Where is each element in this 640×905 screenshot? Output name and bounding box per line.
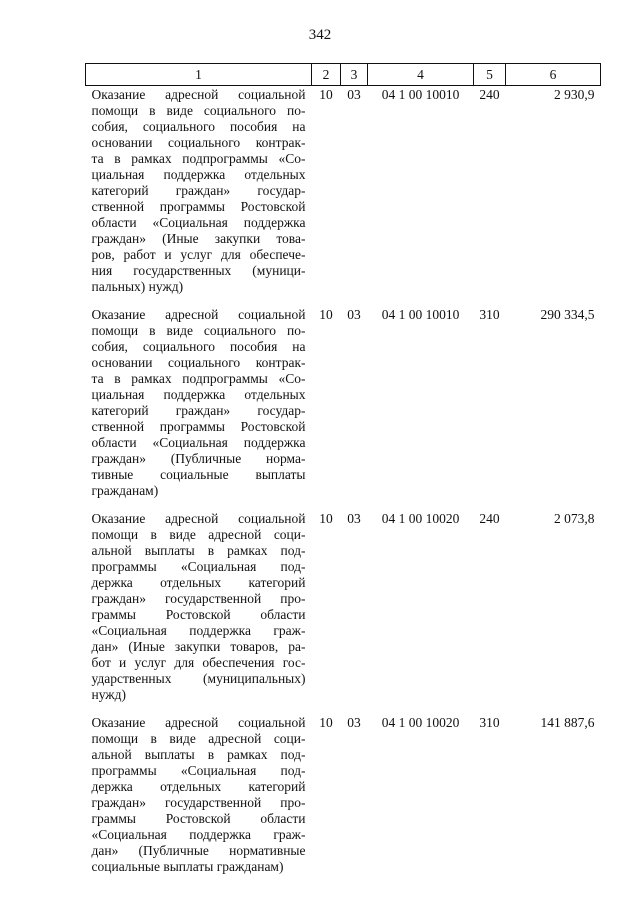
- description-line: основании социального контрак-: [91, 135, 306, 150]
- description-line: ния государственных (муници-: [91, 263, 306, 278]
- header-col-4: 4: [368, 64, 474, 86]
- description-line: области «Социальная поддержка: [91, 435, 306, 450]
- header-col-6: 6: [506, 64, 601, 86]
- table-row: [86, 714, 601, 886]
- description-line: Оказание адресной социальной: [91, 511, 306, 526]
- row-section: 10: [319, 715, 333, 730]
- description-line: Оказание адресной социальной: [91, 87, 306, 102]
- row-target-code: 04 1 00 10010: [381, 307, 460, 322]
- description-line: помощи в виде социального по-: [91, 103, 306, 118]
- header-col-3: 3: [341, 64, 368, 86]
- description-line: та в рамках подпрограммы «Со-: [91, 151, 306, 166]
- description-line: собия, социального пособия на: [91, 119, 306, 134]
- table-row: [86, 86, 601, 307]
- page-number: 342: [308, 27, 332, 43]
- row-section: 10: [319, 511, 333, 526]
- row-subsection: 03: [347, 511, 361, 526]
- description-line: «Социальная поддержка граж-: [91, 623, 306, 638]
- description-line: программы «Социальная под-: [91, 763, 306, 778]
- description-line: бот и услуг для обеспечения гос-: [91, 655, 306, 670]
- description-line: помощи в виде адресной соци-: [91, 527, 306, 542]
- row-target-code: 04 1 00 10020: [381, 511, 460, 526]
- budget-table: [85, 63, 601, 886]
- description-line: дан» (Иные закупки товаров, ра-: [91, 639, 306, 654]
- description-line: собия, социального пособия на: [91, 339, 306, 354]
- description-line: категорий граждан» государ-: [91, 183, 306, 198]
- description-line: Оказание адресной социальной: [91, 307, 306, 322]
- description-line: Оказание адресной социальной: [91, 715, 306, 730]
- description-line: граммы Ростовской области: [91, 607, 306, 622]
- description-line: категорий граждан» государ-: [91, 403, 306, 418]
- row-subsection: 03: [347, 307, 361, 322]
- description-line: социальные выплаты гражданам): [91, 859, 284, 874]
- row-description: [86, 510, 312, 714]
- description-line: циальная поддержка отдельных: [91, 167, 306, 182]
- description-line: «Социальная поддержка граж-: [91, 827, 306, 842]
- description-line: граждан» (Публичные норма-: [91, 451, 306, 466]
- description-line: основании социального контрак-: [91, 355, 306, 370]
- description-line: держка отдельных категорий: [91, 779, 306, 794]
- header-col-1: 1: [86, 64, 312, 86]
- description-line: ударственных (муниципальных): [91, 671, 306, 686]
- description-line: тивные социальные выплаты: [91, 467, 306, 482]
- row-expense-type: 310: [479, 715, 500, 730]
- description-line: помощи в виде социального по-: [91, 323, 306, 338]
- row-target-code: 04 1 00 10010: [381, 87, 460, 102]
- description-line: пальных) нужд): [91, 279, 184, 294]
- row-section: 10: [319, 307, 333, 322]
- row-subsection: 03: [347, 715, 361, 730]
- row-section: 10: [319, 87, 333, 102]
- description-line: та в рамках подпрограммы «Со-: [91, 371, 306, 386]
- table-header-row: [86, 64, 601, 86]
- description-line: помощи в виде адресной соци-: [91, 731, 306, 746]
- description-line: программы «Социальная под-: [91, 559, 306, 574]
- description-line: ров, работ и услуг для обеспече-: [91, 247, 306, 262]
- row-target-code: 04 1 00 10020: [381, 715, 460, 730]
- description-line: альной выплаты в рамках под-: [91, 747, 306, 762]
- row-amount: 290 334,5: [540, 307, 595, 322]
- header-col-2: 2: [312, 64, 341, 86]
- row-description: [86, 714, 312, 886]
- description-line: граждан» государственной про-: [91, 591, 306, 606]
- description-line: области «Социальная поддержка: [91, 215, 306, 230]
- row-description: [86, 86, 312, 307]
- table-row: [86, 510, 601, 714]
- description-line: ственной программы Ростовской: [91, 199, 306, 214]
- table-row: [86, 306, 601, 510]
- description-line: граммы Ростовской области: [91, 811, 306, 826]
- row-description: [86, 306, 312, 510]
- description-line: циальная поддержка отдельных: [91, 387, 306, 402]
- row-expense-type: 310: [479, 307, 500, 322]
- row-expense-type: 240: [479, 87, 500, 102]
- description-line: гражданам): [91, 483, 159, 498]
- header-col-5: 5: [474, 64, 506, 86]
- description-line: дан» (Публичные нормативные: [91, 843, 306, 858]
- row-subsection: 03: [347, 87, 361, 102]
- row-amount: 2 073,8: [554, 511, 595, 526]
- description-line: граждан» (Иные закупки това-: [91, 231, 306, 246]
- description-line: держка отдельных категорий: [91, 575, 306, 590]
- row-amount: 2 930,9: [554, 87, 595, 102]
- description-line: ственной программы Ростовской: [91, 419, 306, 434]
- description-line: нужд): [91, 687, 126, 702]
- description-line: граждан» государственной про-: [91, 795, 306, 810]
- row-expense-type: 240: [479, 511, 500, 526]
- description-line: альной выплаты в рамках под-: [91, 543, 306, 558]
- row-amount: 141 887,6: [540, 715, 595, 730]
